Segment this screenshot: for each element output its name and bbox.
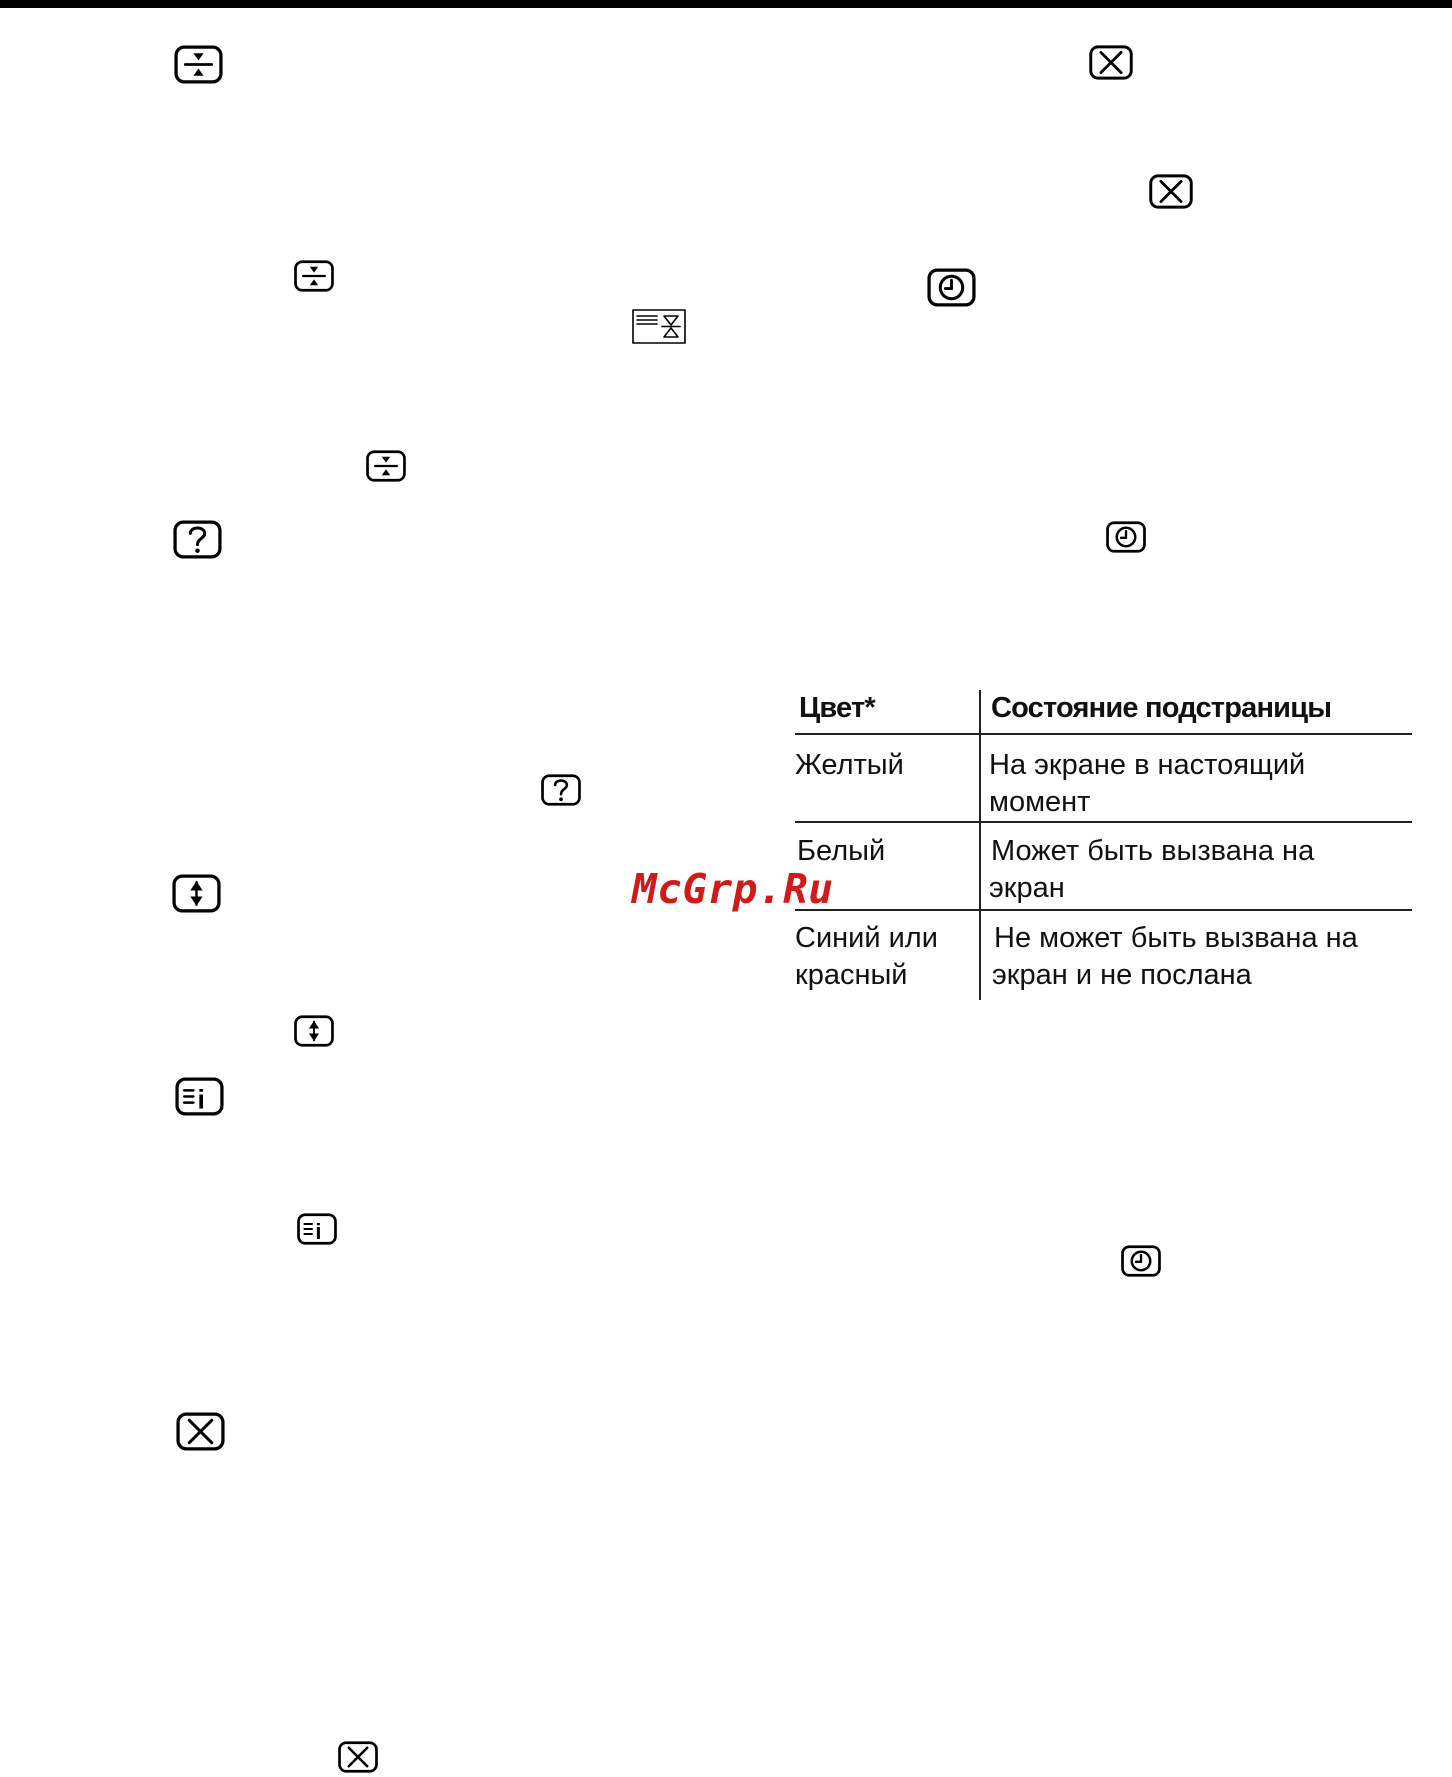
double-arrow-icon bbox=[171, 873, 222, 914]
clock-icon bbox=[926, 267, 977, 308]
cancel-x-icon bbox=[1148, 173, 1194, 210]
table-cell-color: Синий или bbox=[795, 922, 938, 954]
table-header-rule bbox=[795, 733, 1412, 735]
table-cell-state: На экране в настоящий bbox=[989, 749, 1306, 781]
subpage-color-table bbox=[795, 690, 1412, 1000]
split-page-icon bbox=[293, 259, 335, 293]
table-cell-state: экран bbox=[989, 872, 1065, 904]
table-header-color: Цвет* bbox=[799, 692, 875, 724]
table-cell-color: Желтый bbox=[795, 749, 904, 781]
clock-icon bbox=[1120, 1244, 1162, 1278]
table-cell-state: экран и не послана bbox=[992, 959, 1252, 991]
question-mark-icon bbox=[172, 519, 223, 560]
list-info-icon bbox=[296, 1212, 338, 1246]
list-info-icon bbox=[174, 1076, 225, 1117]
table-cell-color: красный bbox=[795, 959, 908, 991]
cancel-x-icon bbox=[175, 1411, 226, 1452]
question-mark-icon bbox=[540, 773, 582, 807]
page-top-rule bbox=[0, 0, 1452, 8]
table-header-state: Состояние подстраницы bbox=[991, 692, 1332, 724]
svg-text:i: i bbox=[315, 1219, 322, 1245]
table-row-rule bbox=[795, 821, 1412, 823]
table-row-rule bbox=[795, 909, 1412, 911]
split-page-icon bbox=[365, 449, 407, 483]
teletext-mix-icon bbox=[632, 309, 686, 344]
svg-text:i: i bbox=[197, 1084, 205, 1115]
table-column-divider bbox=[979, 690, 981, 1000]
table-cell-color: Белый bbox=[797, 835, 886, 867]
split-page-icon bbox=[173, 44, 224, 85]
table-cell-state: Может быть вызвана на bbox=[991, 835, 1315, 867]
double-arrow-icon bbox=[293, 1014, 335, 1048]
table-cell-state: момент bbox=[989, 786, 1091, 818]
cancel-x-icon bbox=[337, 1740, 379, 1774]
table-cell-state: Не может быть вызвана на bbox=[994, 922, 1358, 954]
cancel-x-icon bbox=[1088, 44, 1134, 81]
clock-icon bbox=[1105, 520, 1147, 554]
watermark-text: McGrp.Ru bbox=[632, 865, 834, 913]
